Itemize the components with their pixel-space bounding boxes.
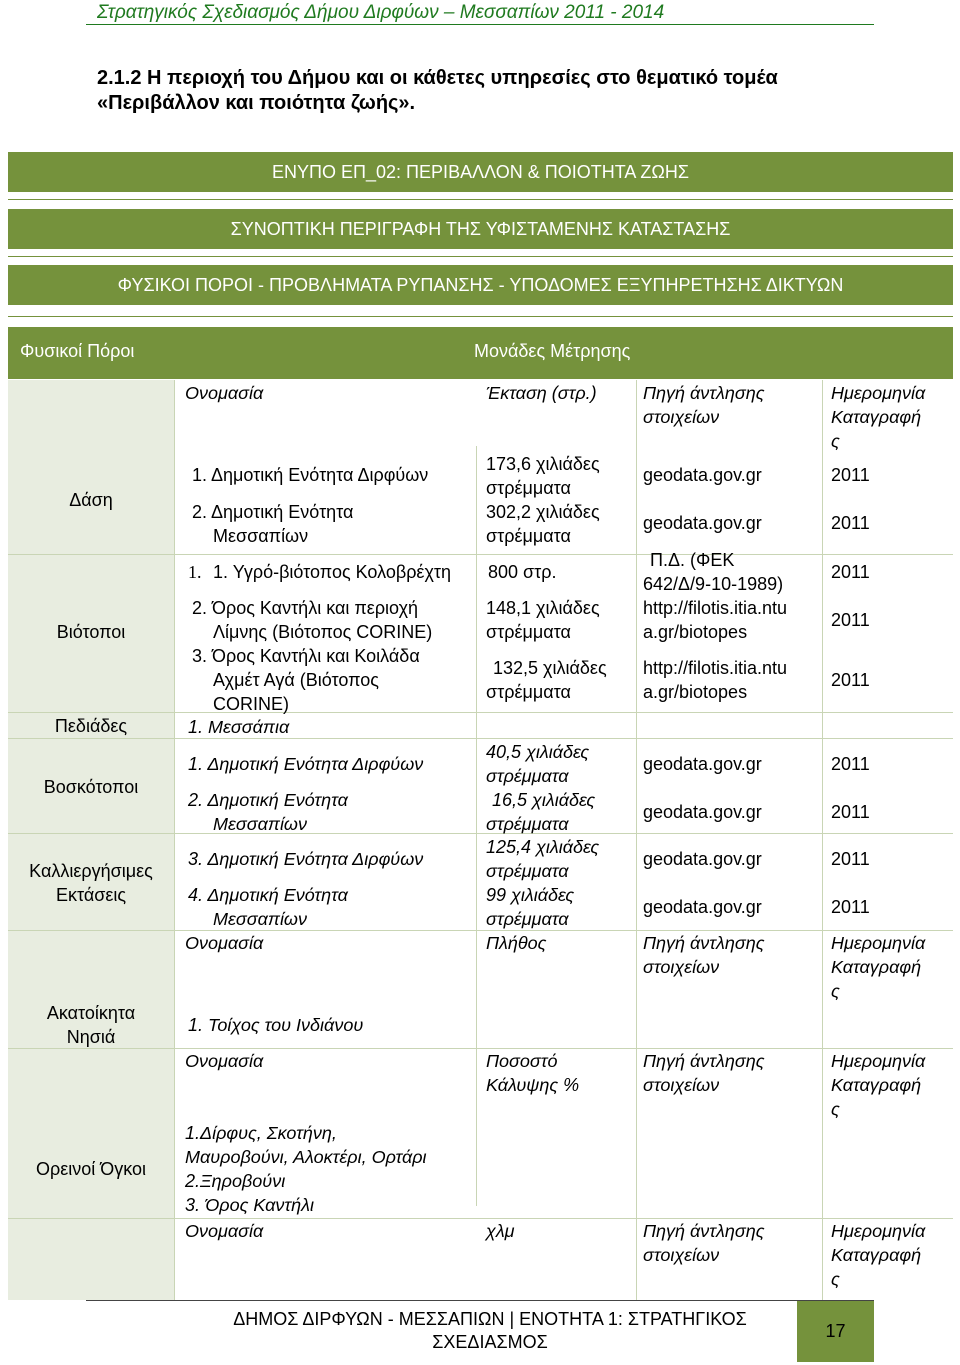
category-forest: Δάση (69, 490, 113, 510)
crops-row4-name-line1: 4. Δημοτική Ενότητα (188, 885, 348, 905)
forest-row2-area-line2: στρέμματα (486, 526, 571, 546)
section-heading (97, 66, 897, 116)
natural-resources-header: Φυσικοί Πόροι (20, 341, 135, 361)
biotope-row2-area-line1: 148,1 χιλιάδες (486, 598, 600, 618)
header-source-line2: στοιχείων (643, 407, 720, 427)
biotope-row3-date: 2011 (831, 670, 870, 690)
crops-row4-area-line2: στρέμματα (486, 909, 569, 929)
crops-row3-date: 2011 (831, 849, 870, 869)
form-title-band: ΕΝΥΠΟ ΕΠ_02: ΠΕΡΙΒΑΛΛΟΝ & ΠΟΙΟΤΗΤΑ ΖΩΗΣ (8, 152, 953, 192)
header-divider (86, 24, 874, 25)
topic-title-band: ΦΥΣΙΚΟΙ ΠΟΡΟΙ - ΠΡΟΒΛΗΜΑΤΑ ΡΥΠΑΝΣΗΣ - ΥΠΟΔΟΜΕΣ ΕΞΥΠΗΡΕΤΗΣΗΣ ΔΙΚΤΥΩΝ (8, 265, 953, 305)
column-header-band (8, 327, 953, 379)
mountains-header-date-line2: Καταγραφή (831, 1075, 922, 1095)
header-date-line2: Καταγραφή (831, 407, 922, 427)
km-header-km: χλμ (486, 1221, 515, 1241)
footer-line1: ΔΗΜΟΣ ΔΙΡΦΥΩΝ - ΜΕΣΣΑΠΙΩΝ | ΕΝΟΤΗΤΑ 1: ΣΤΡΑΤΗΓΙΚΟΣ (233, 1309, 747, 1329)
islands-header-date-line3: ς (831, 981, 840, 1001)
biotope-row3-name-line1: 3. Όρος Καντήλι και Κοιλάδα (192, 646, 420, 666)
pastures-row1-area-line2: στρέμματα (486, 766, 569, 786)
band-separator (8, 316, 953, 317)
header-source-line1: Πηγή άντλησης (643, 383, 765, 403)
pastures-row1-name: 1. Δημοτική Ενότητα Διρφύων (188, 754, 424, 774)
biotope-row3-source-line2: a.gr/biotopes (643, 682, 748, 702)
summary-title-band: ΣΥΝΟΠΤΙΚΗ ΠΕΡΙΓΡΑΦΗ ΤΗΣ ΥΦΙΣΤΑΜΕΝΗΣ ΚΑΤΑΣΤΑΣΗΣ (8, 209, 953, 249)
pastures-row2-name-line1: 2. Δημοτική Ενότητα (188, 790, 348, 810)
document-header-title: Στρατηγικός Σχεδιασμός Δήμου Διρφύων – Μεσσαπίων 2011 - 2014 (97, 2, 665, 23)
category-crops-line1: Καλλιεργήσιμες (29, 861, 153, 881)
category-islands-line2: Νησιά (66, 1027, 116, 1047)
grid-vline (174, 380, 175, 1300)
crops-row4-source: geodata.gov.gr (643, 897, 762, 917)
footer-line2: ΣΧΕΔΙΑΣΜΟΣ (432, 1332, 548, 1352)
crops-row4-name-line2: Μεσσαπίων (213, 909, 307, 929)
footer-text (190, 1308, 790, 1354)
forest-row2-area-line1: 302,2 χιλιάδες (486, 502, 600, 522)
section-title-text: Η περιοχή του Δήμου και οι κάθετες υπηρεσίες στο θεματικό τομέα «Περιβάλλον και ποιότητα ζωής». (97, 67, 778, 114)
footer-divider (86, 1300, 874, 1301)
header-date-line1: Ημερομηνία (831, 383, 926, 403)
mountains-header-date-line3: ς (831, 1099, 840, 1119)
biotope-row1-source-line1: Π.Δ. (ΦΕΚ (650, 550, 735, 570)
forest-row1-area-line1: 173,6 χιλιάδες (486, 454, 600, 474)
biotope-row1-area: 800 στρ. (488, 562, 557, 582)
pastures-row1-date: 2011 (831, 754, 870, 774)
islands-header-date-line2: Καταγραφή (831, 957, 922, 977)
category-crops (8, 859, 174, 907)
forest-row2-name-line1: 2. Δημοτική Ενότητα (192, 502, 354, 522)
biotope-row1-name: 1. Υγρό-βιότοπος Κολοβρέχτη (213, 562, 452, 582)
pastures-row1-area-line1: 40,5 χιλιάδες (486, 742, 590, 762)
forest-row1-date: 2011 (831, 465, 870, 485)
mountains-header-source-line1: Πηγή άντλησης (643, 1051, 765, 1071)
crops-row4-date: 2011 (831, 897, 870, 917)
band-separator (8, 199, 953, 200)
mountains-line3: 2.Ξηροβούνι (185, 1171, 286, 1191)
category-biotopes: Βιότοποι (56, 622, 126, 642)
km-header-source-line1: Πηγή άντλησης (643, 1221, 765, 1241)
forest-row1-source: geodata.gov.gr (643, 465, 762, 485)
grid-hline (8, 833, 953, 834)
grid-hline (8, 712, 953, 713)
grid-vline (476, 446, 477, 1206)
islands-header-count: Πλήθος (486, 933, 547, 953)
mountains-line2: Μαυροβούνι, Αλοκτέρι, Ορτάρι (185, 1147, 427, 1167)
biotope-row2-area-line2: στρέμματα (486, 622, 571, 642)
grid-hline (8, 738, 953, 739)
band-separator (8, 256, 953, 257)
km-header-name: Ονομασία (185, 1221, 264, 1241)
biotope-row1-number: 1. (188, 562, 202, 582)
grid-vline (822, 380, 823, 1300)
km-header-date-line3: ς (831, 1269, 840, 1289)
measurement-units-header: Μονάδες Μέτρησης (474, 341, 631, 361)
grid-vline (636, 380, 637, 1300)
crops-row4-area-line1: 99 χιλιάδες (486, 885, 575, 905)
biotope-row2-date: 2011 (831, 610, 870, 630)
pastures-row2-source: geodata.gov.gr (643, 802, 762, 822)
mountains-line1: 1.Δίρφυς, Σκοτήνη, (185, 1123, 337, 1143)
crops-row3-area-line1: 125,4 χιλιάδες (486, 837, 600, 857)
crops-row3-name: 3. Δημοτική Ενότητα Διρφύων (188, 849, 424, 869)
category-islands (8, 1001, 174, 1049)
islands-header-source-line1: Πηγή άντλησης (643, 933, 765, 953)
header-name: Ονομασία (185, 383, 264, 403)
islands-row1-name: 1. Τοίχος του Ινδιάνου (188, 1015, 364, 1035)
biotope-row1-date: 2011 (831, 562, 870, 582)
biotope-row1-source-line2: 642/Δ/9-10-1989) (643, 574, 784, 594)
category-pastures: Βοσκότοποι (43, 777, 139, 797)
category-islands-line1: Ακατοίκητα (46, 1003, 136, 1023)
mountains-header-date-line1: Ημερομηνία (831, 1051, 926, 1071)
biotope-row3-area-line1: 132,5 χιλιάδες (493, 658, 607, 678)
biotope-row2-name-line1: 2. Όρος Καντήλι και περιοχή (192, 598, 419, 618)
forest-row2-source: geodata.gov.gr (643, 513, 762, 533)
mountains-line4: 3. Όρος Καντήλι (185, 1195, 315, 1215)
biotope-row2-source-line2: a.gr/biotopes (643, 622, 748, 642)
biotope-row3-area-line2: στρέμματα (486, 682, 571, 702)
pastures-row2-area-line1: 16,5 χιλιάδες (492, 790, 596, 810)
header-date-line3: ς (831, 431, 840, 451)
pastures-row2-name-line2: Μεσσαπίων (213, 814, 307, 834)
section-number: 2.1.2 (97, 67, 142, 89)
forest-row1-area-line2: στρέμματα (486, 478, 571, 498)
biotope-row3-source-line1: http://filotis.itia.ntu (643, 658, 788, 678)
crops-row3-area-line2: στρέμματα (486, 861, 569, 881)
mountains-header-source-line2: στοιχείων (643, 1075, 720, 1095)
islands-header-date-line1: Ημερομηνία (831, 933, 926, 953)
biotope-row2-name-line2: Λίμνης (Βιότοπος CORINE) (213, 622, 433, 642)
category-mountains: Ορεινοί Όγκοι (35, 1159, 146, 1179)
biotope-row2-source-line1: http://filotis.itia.ntu (643, 598, 788, 618)
grid-hline (8, 1218, 953, 1219)
header-area: Έκταση (στρ.) (486, 383, 597, 403)
km-header-source-line2: στοιχείων (643, 1245, 720, 1265)
km-header-date-line1: Ημερομηνία (831, 1221, 926, 1241)
islands-header-name: Ονομασία (185, 933, 264, 953)
forest-row2-name-line2: Μεσσαπίων (213, 526, 309, 546)
pastures-row2-area-line2: στρέμματα (486, 814, 569, 834)
mountains-header-coverage-line1: Ποσοστό (486, 1051, 558, 1071)
grid-hline (8, 554, 953, 555)
forest-row2-date: 2011 (831, 513, 870, 533)
category-crops-line2: Εκτάσεις (55, 885, 127, 905)
plains-row1-name: 1. Μεσσάπια (188, 717, 290, 737)
forest-row1-name: 1. Δημοτική Ενότητα Διρφύων (192, 465, 429, 485)
biotope-row3-name-line2: Αχμέτ Αγά (Βιότοπος (213, 670, 379, 690)
mountains-header-coverage-line2: Κάλυψης % (486, 1075, 580, 1095)
km-header-date-line2: Καταγραφή (831, 1245, 922, 1265)
category-plains: Πεδιάδες (54, 716, 128, 736)
pastures-row2-date: 2011 (831, 802, 870, 822)
biotope-row3-name-line3: CORINE) (213, 694, 289, 714)
grid-hline (8, 930, 953, 931)
crops-row3-source: geodata.gov.gr (643, 849, 762, 869)
islands-header-source-line2: στοιχείων (643, 957, 720, 977)
page-number: 17 (797, 1301, 874, 1362)
mountains-header-name: Ονομασία (185, 1051, 264, 1071)
pastures-row1-source: geodata.gov.gr (643, 754, 762, 774)
